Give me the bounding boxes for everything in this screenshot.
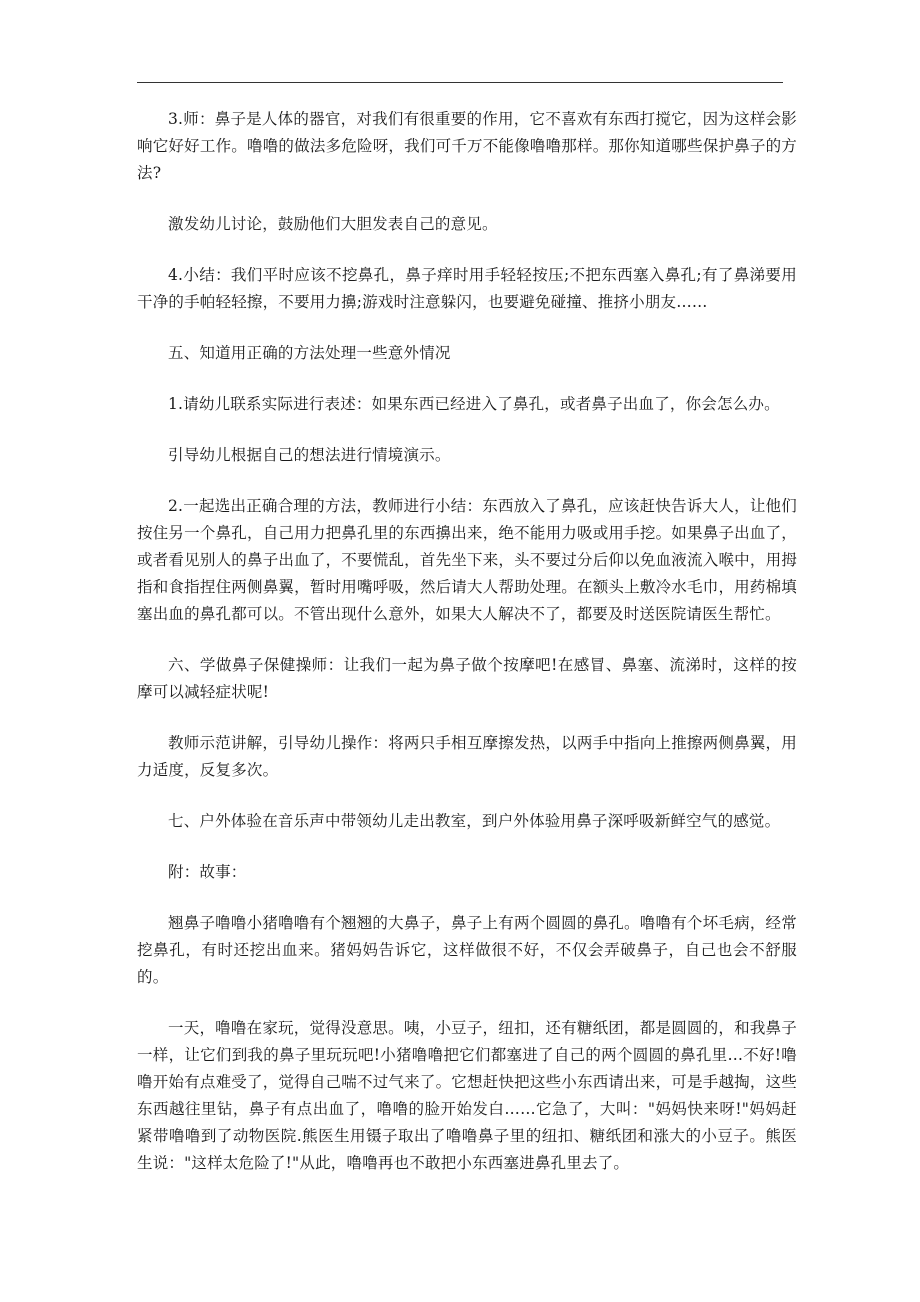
paragraph-7: 2.一起选出正确合理的方法，教师进行小结：东西放入了鼻孔，应该赶快告诉大人，让他们按住另一个鼻孔，自己用力把鼻孔里的东西擤出来，绝不能用力吸或用手挖。如果鼻子出血了，或者看见别人的鼻子出血了，不要慌乱，首先坐下来，头不要过分后仰以免血液流入喉中，用拇指和食指捏住两侧鼻翼，暂时用嘴呼吸，然后请大人帮助处理。在额头上敷冷水毛巾，用药棉填塞出血的鼻孔都可以。不管出现什么意外，如果大人解决不了，都要及时送医院请医生帮忙。 <box>137 497 797 623</box>
story-paragraph-1: 翘鼻子噜噜小猪噜噜有个翘翘的大鼻子，鼻子上有两个圆圆的鼻孔。噜噜有个坏毛病，经常挖鼻孔，有时还挖出血来。猪妈妈告诉它，这样做很不好，不仅会弄破鼻子，自己也会不舒服的。 <box>137 914 797 986</box>
section-heading-7: 七、户外体验在音乐声中带领幼儿走出教室，到户外体验用鼻子深呼吸新鲜空气的感觉。 <box>168 812 781 830</box>
paragraph-2: 激发幼儿讨论，鼓励他们大胆发表自己的意见。 <box>168 215 498 233</box>
paragraph-5: 1.请幼儿联系实际进行表述：如果东西已经进入了鼻孔，或者鼻子出血了，你会怎么办。 <box>168 395 780 413</box>
section-heading-5: 五、知道用正确的方法处理一些意外情况 <box>168 344 451 362</box>
header-rule <box>137 82 783 83</box>
paragraph-6: 引导幼儿根据自己的想法进行情境演示。 <box>168 446 451 464</box>
section-heading-6: 六、学做鼻子保健操师：让我们一起为鼻子做个按摩吧!在感冒、鼻塞、流涕时，这样的按摩可以减轻症状呢! <box>137 656 797 701</box>
paragraph-3: 4.小结：我们平时应该不挖鼻孔，鼻子痒时用手轻轻按压;不把东西塞入鼻孔;有了鼻涕要用干净的手帕轻轻擦，不要用力擤;游戏时注意躲闪，也要避免碰撞、推挤小朋友…… <box>137 266 797 311</box>
paragraph-9: 教师示范讲解，引导幼儿操作：将两只手相互摩擦发热，以两手中指向上推擦两侧鼻翼，用力适度，反复多次。 <box>137 734 797 779</box>
paragraph-1: 3.师：鼻子是人体的器官，对我们有很重要的作用，它不喜欢有东西打搅它，因为这样会影响它好好工作。噜噜的做法多危险呀，我们可千万不能像噜噜那样。那你知道哪些保护鼻子的方法? <box>137 110 797 182</box>
document-body <box>137 106 797 1201</box>
story-paragraph-2: 一天，噜噜在家玩，觉得没意思。咦，小豆子，纽扣，还有糖纸团，都是圆圆的，和我鼻子一样，让它们到我的鼻子里玩玩吧!小猪噜噜把它们都塞进了自己的两个圆圆的鼻孔里…不好!噜噜开始有点难受了，觉得自己喘不过气来了。它想赶快把这些小东西请出来，可是手越掏，这些东西越往里钻，鼻子有点出血了，噜噜的脸开始发白……它急了，大叫："妈妈快来呀!"妈妈赶紧带噜噜到了动物医院.熊医生用镊子取出了噜噜鼻子里的纽扣、糖纸团和涨大的小豆子。熊医生说："这样太危险了!"从此，噜噜再也不敢把小东西塞进鼻孔里去了。 <box>137 1019 797 1172</box>
appendix-heading: 附：故事： <box>168 863 247 881</box>
